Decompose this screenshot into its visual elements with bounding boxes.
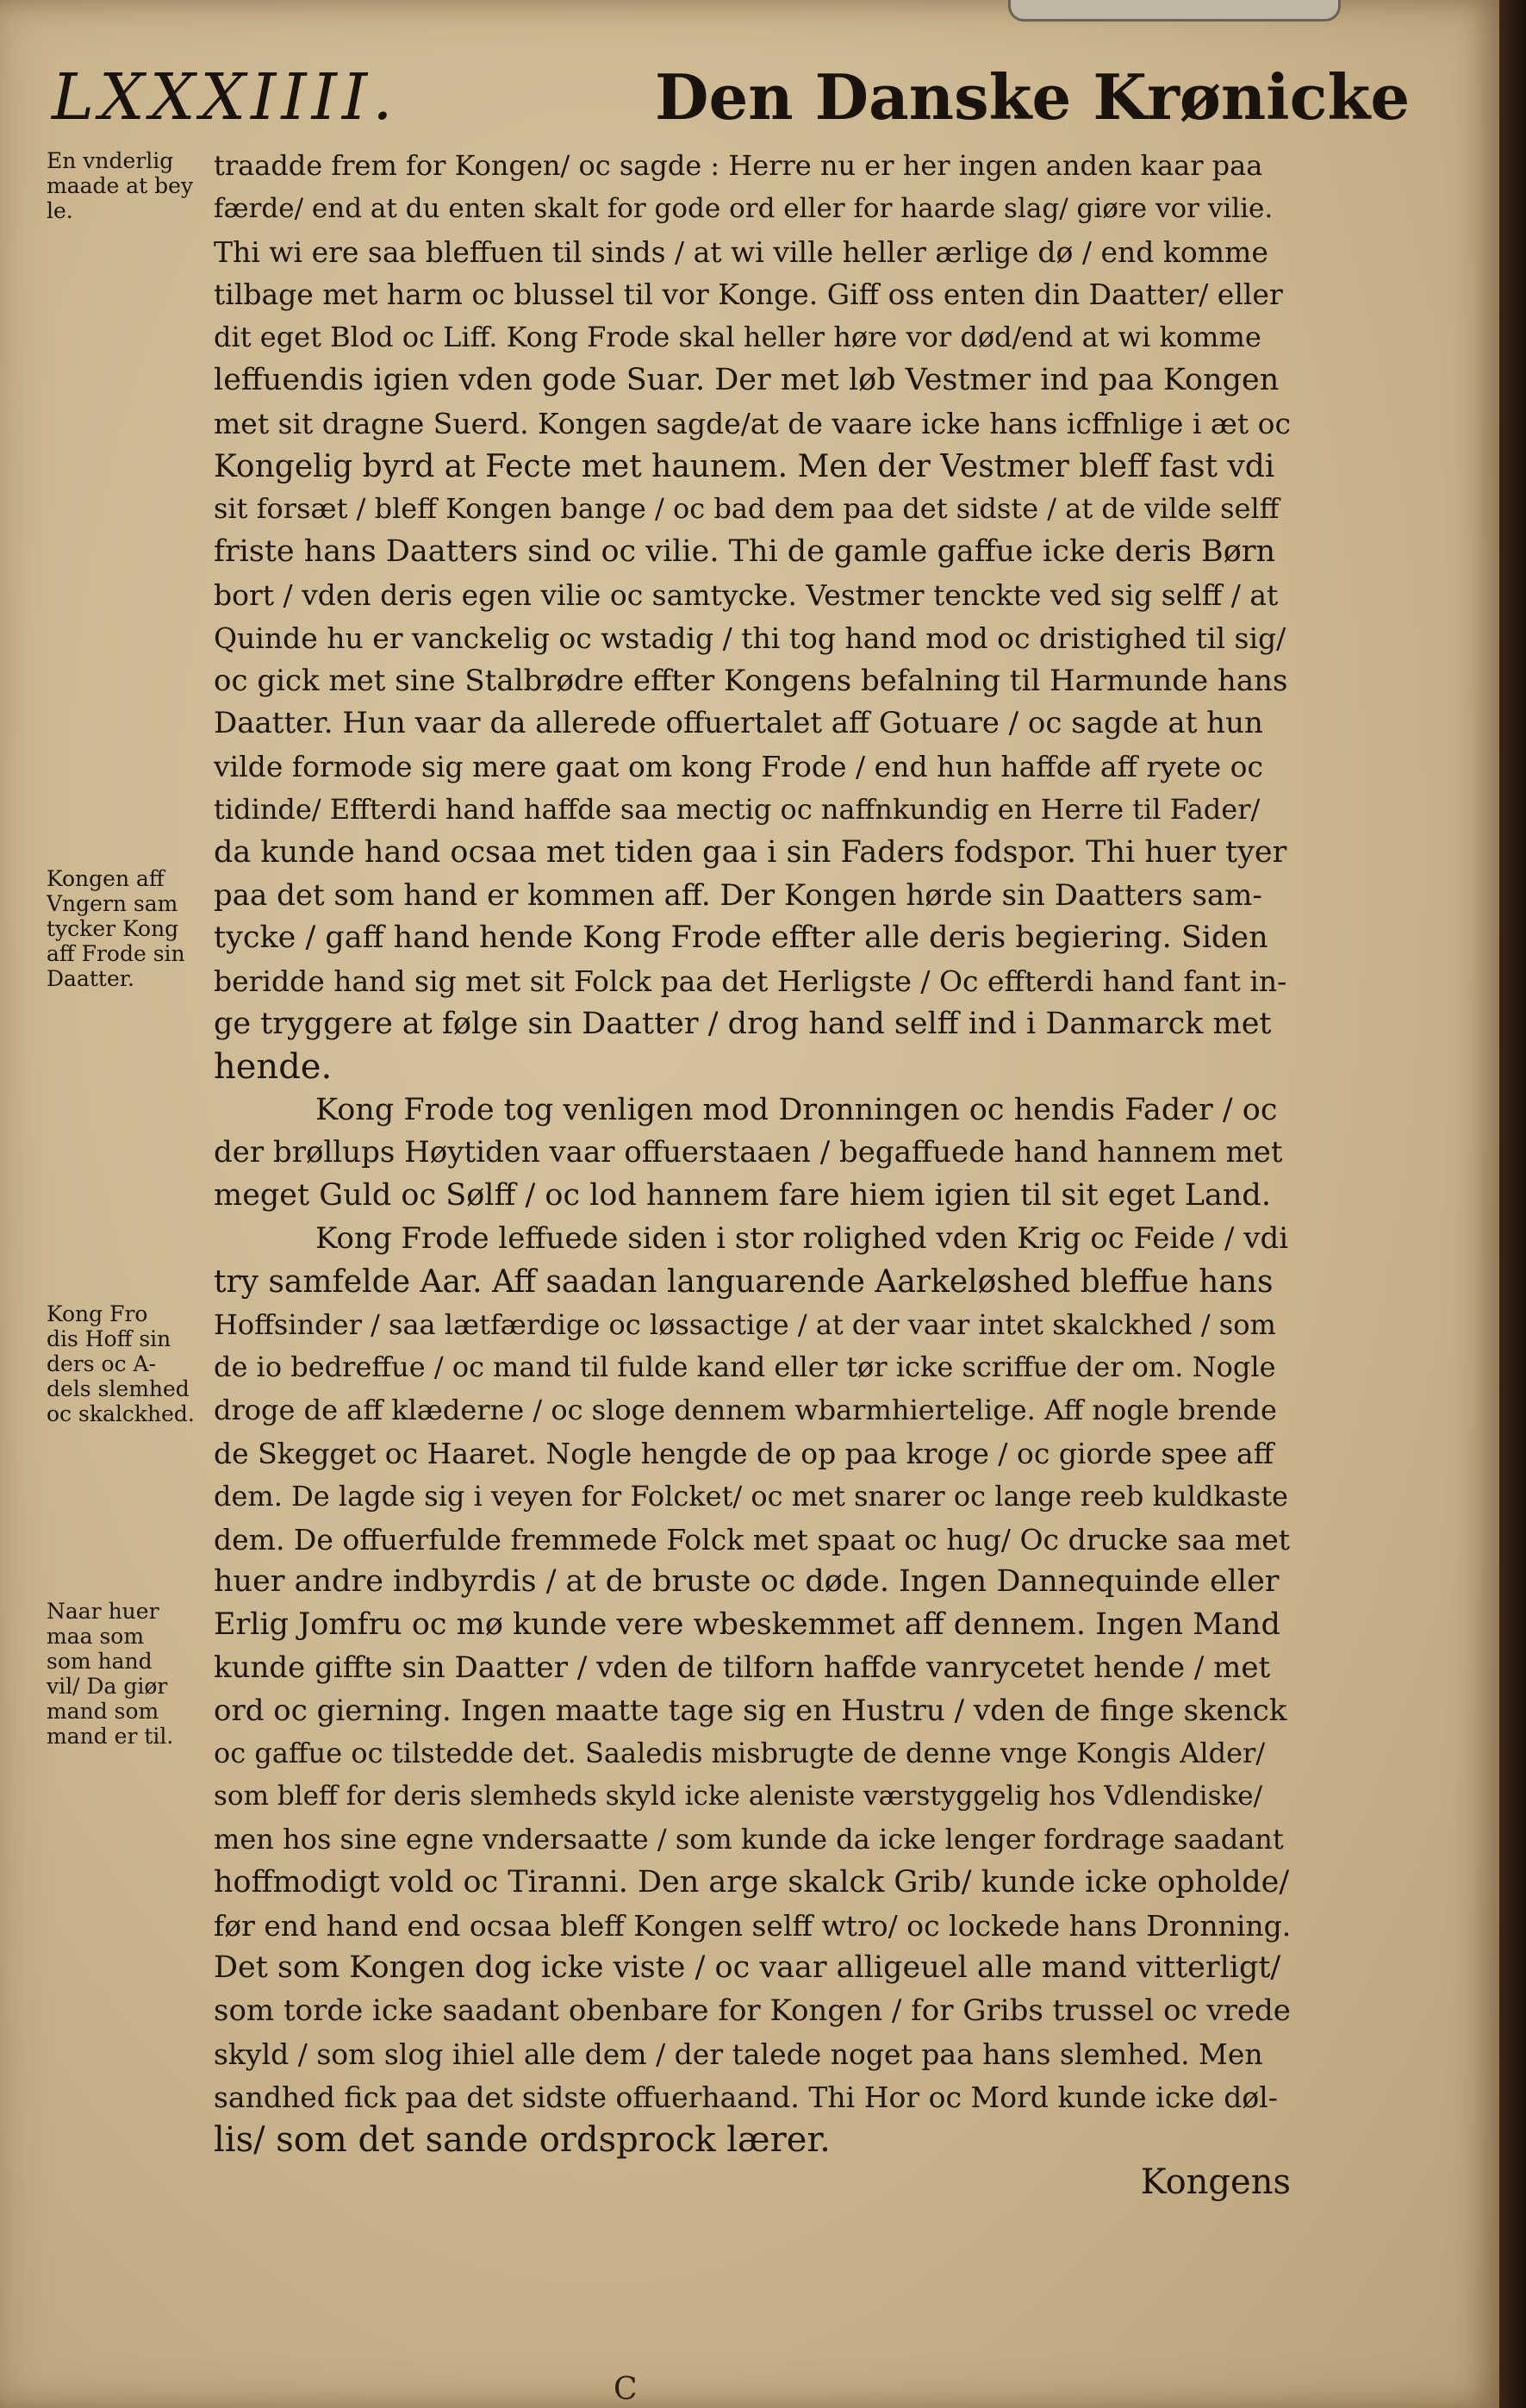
text-line: som bleff for deris slemheds skyld icke aleniste værstyggelig hos Vdlendiske/ [214,1781,1263,1812]
text-line: dit eget Blod oc Liff. Kong Frode skal heller høre vor død/end at wi komme [214,321,1261,354]
text-line: huer andre indbyrdis / at de bruste oc døde. Ingen Dannequinde eller [214,1564,1280,1600]
margin-note-line: dis Hoff sin [47,1326,171,1351]
text-line: da kunde hand ocsaa met tiden gaa i sin Faders fodspor. Thi huer tyer [214,834,1287,870]
clip-tab [1008,0,1341,22]
margin-note-line: Vngern sam [47,891,178,916]
text-line: sandhed fick paa det sidste offuerhaand. Thi Hor oc Mord kunde icke døl- [214,2080,1278,2114]
margin-note-line: maa som [47,1624,145,1649]
margin-note-line: maade at bey [47,173,194,198]
text-line: tilbage met harm oc blussel til vor Konge. Giff oss enten din Daatter/ eller [214,278,1283,312]
signature-mark: C [614,2372,638,2407]
text-line: paa det som hand er kommen aff. Der Kongen hørde sin Daatters sam- [214,877,1262,913]
text-line: sit forsæt / bleff Kongen bange / oc bad dem paa det sidste / at de vilde selff [214,492,1280,526]
text-line: dem. De lagde sig i veyen for Folcket/ oc met snarer oc lange reeb kuldkaste [214,1479,1288,1513]
text-line: beridde hand sig met sit Folck paa det Herligste / Oc effterdi hand fant in- [214,964,1287,999]
margin-note-line: mand som [47,1699,159,1724]
text-line: Daatter. Hun vaar da allerede offuertalet aff Gotuare / oc sagde at hun [214,706,1263,741]
text-line: met sit dragne Suerd. Kongen sagde/at de vaare icke hans icffnlige i æt oc [214,406,1291,440]
folio-number: LXXXIIII. [52,60,398,134]
margin-note-line: dels slemhed [47,1376,190,1401]
text-line: Det som Kongen dog icke viste / oc vaar alligeuel alle mand vitterligt/ [214,1950,1281,1986]
text-line: Kong Frode tog venligen mod Dronningen oc hendis Fader / oc [315,1092,1278,1127]
text-line: de io bedreffue / oc mand til fulde kand eller tør icke scriffue der om. Nogle [214,1351,1276,1384]
margin-note-line: oc skalckhed. [47,1401,195,1426]
text-line: hoffmodigt vold oc Tiranni. Den arge skalck Grib/ kunde icke opholde/ [214,1864,1290,1900]
text-line: de Skegget oc Haaret. Nogle hengde de op paa kroge / oc giorde spee aff [214,1436,1274,1470]
text-line: Kong Frode leffuede siden i stor rolighed vden Krig oc Feide / vdi [315,1220,1289,1256]
text-line: oc gaffue oc tilstedde det. Saaledis misbrugte de denne vnge Kongis Alder/ [214,1737,1266,1770]
text-line: ord oc gierning. Ingen maatte tage sig en Hustru / vden de finge skenck [214,1693,1287,1728]
text-line: færde/ end at du enten skalt for gode ord eller for haarde slag/ giøre vor vilie. [214,192,1274,224]
margin-note-line: aff Frode sin [47,941,185,966]
page-edge [1499,0,1526,2408]
text-line: oc gick met sine Stalbrødre effter Kongens befalning til Harmunde hans [214,663,1288,698]
text-line: Thi wi ere saa bleffuen til sinds / at wi ville heller ærlige dø / end komme [214,234,1268,269]
text-line: Kongelig byrd at Fecte met haunem. Men der Vestmer bleff fast vdi [214,448,1275,484]
text-line: bort / vden deris egen vilie oc samtycke. Vestmer tenckte ved sig selff / at [214,577,1279,612]
text-line: men hos sine egne vndersaatte / som kunde da icke lenger fordrage saadant [214,1823,1284,1856]
text-line: traadde frem for Kongen/ oc sagde : Herre nu er her ingen anden kaar paa [214,149,1263,182]
text-line: meget Guld oc Sølff / oc lod hannem fare hiem igien til sit eget Land. [214,1178,1271,1213]
text-line: friste hans Daatters sind oc vilie. Thi de gamle gaffue icke deris Børn [214,534,1276,570]
text-line: tycke / gaff hand hende Kong Frode effter alle deris begiering. Siden [214,920,1268,956]
text-line: lis/ som det sande ordsprock lærer. [214,2119,831,2160]
text-line: Quinde hu er vanckelig oc wstadig / thi tog hand mod oc dristighed til sig/ [214,621,1286,655]
margin-note-line: vil/ Da giør [47,1674,168,1699]
margin-note-line: En vnderlig [47,148,174,173]
margin-note-line: tycker Kong [47,916,179,941]
text-line: som torde icke saadant obenbare for Kongen / for Gribs trussel oc vrede [214,1993,1291,2029]
margin-note [47,866,215,991]
margin-note [47,1301,215,1426]
margin-note-line: som hand [47,1649,153,1674]
catchword: Kongens [1140,2162,1291,2203]
text-line: kunde giffte sin Daatter / vden de tilforn haffde vanrycetet hende / met [214,1650,1271,1685]
margin-note-line: mand er til. [47,1724,174,1749]
text-line: der brøllups Høytiden vaar offuerstaaen / begaffuede hand hannem met [214,1135,1283,1170]
text-line: dem. De offuerfulde fremmede Folck met spaat oc hug/ Oc drucke saa met [214,1522,1291,1556]
text-line: Hoffsinder / saa lætfærdige oc løssactige / at der vaar intet skalckhed / som [214,1307,1276,1341]
margin-note [47,1599,215,1749]
text-line: vilde formode sig mere gaat om kong Frode / end hun haffde aff ryete oc [214,750,1264,784]
text-line: hende. [214,1046,333,1087]
text-line: droge de aff klæderne / oc sloge dennem wbarmhiertelige. Aff nogle brende [214,1394,1277,1427]
margin-note-line: ders oc A- [47,1351,157,1376]
text-line: før end hand end ocsaa bleff Kongen selff wtro/ oc lockede hans Dronning. [214,1908,1291,1943]
body-text [214,145,1291,2205]
text-line: tidinde/ Effterdi hand haffde saa mectig oc naffnkundig en Herre til Fader/ [214,792,1261,826]
margin-note-line: Kong Fro [47,1301,148,1326]
text-line: skyld / som slog ihiel alle dem / der talede noget paa hans slemhed. Men [214,2037,1263,2072]
margin-note [47,148,215,223]
text-line: Erlig Jomfru oc mø kunde vere wbeskemmet aff dennem. Ingen Mand [214,1607,1280,1643]
text-line: leffuendis igien vden gode Suar. Der met løb Vestmer ind paa Kongen [214,362,1280,397]
margin-note-line: Naar huer [47,1599,159,1624]
margin-note-line: le. [47,198,73,223]
text-line: try samfelde Aar. Aff saadan languarende Aarkeløshed bleffue hans [214,1263,1274,1300]
margin-note-line: Kongen aff [47,866,165,891]
text-line: ge tryggere at følge sin Daatter / drog hand selff ind i Danmarck met [214,1006,1272,1041]
running-title: Den Danske Krønicke [655,60,1411,134]
margin-note-line: Daatter. [47,966,134,991]
